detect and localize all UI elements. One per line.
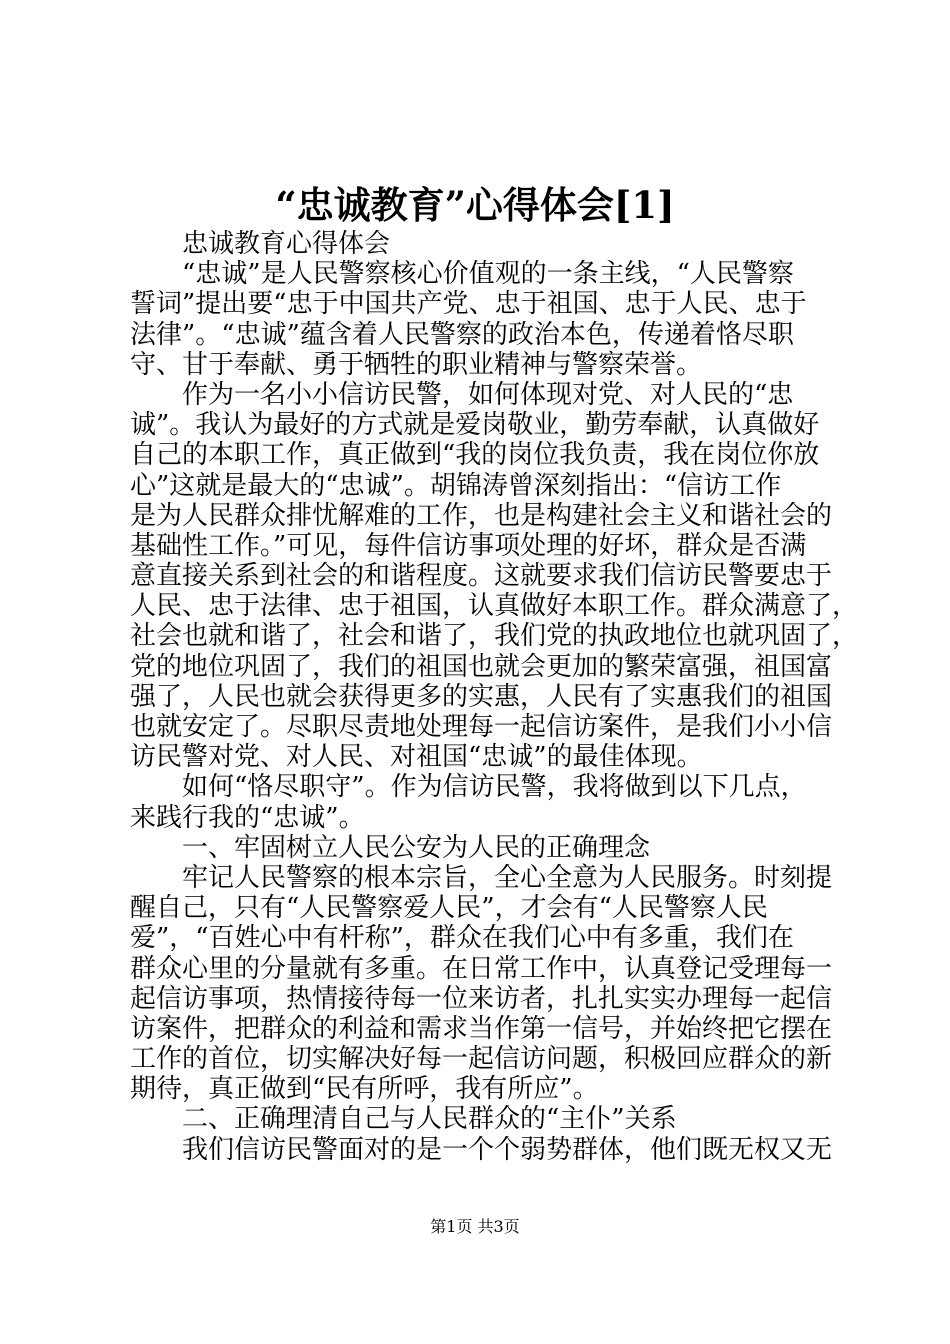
body-line: 是为人民群众排忧解难的工作，也是构建社会主义和谐社会的 xyxy=(130,500,833,531)
body-line: 忠诚教育心得体会 xyxy=(130,229,391,259)
body-line: 人民、忠于法律、忠于祖国，认真做好本职工作。群众满意了， xyxy=(130,591,859,622)
body-line: “忠诚”是人民警察核心价值观的一条主线，“人民警察 xyxy=(130,259,794,290)
body-line: 自己的本职工作，真正做到“我的岗位我负责，我在岗位你放 xyxy=(130,440,820,471)
body-line: 二、正确理清自己与人民群众的“主仆”关系 xyxy=(130,1104,677,1135)
body-line: 基础性工作。”可见，每件信访事项处理的好坏，群众是否满 xyxy=(130,530,807,561)
body-line: 守、甘于奉献、勇于牺牲的职业精神与警察荣誉。 xyxy=(130,349,703,380)
document-title: “忠诚教育”心得体会[1] xyxy=(275,183,675,227)
body-line: 党的地位巩固了，我们的祖国也就会更加的繁荣富强，祖国富 xyxy=(130,651,833,682)
body-line: 群众心里的分量就有多重。在日常工作中，认真登记受理每一 xyxy=(130,953,833,984)
body-line: 作为一名小小信访民警，如何体现对党、对人民的“忠 xyxy=(130,379,794,410)
body-line: 牢记人民警察的根本宗旨，全心全意为人民服务。时刻提 xyxy=(130,862,833,893)
body-line: 来践行我的“忠诚”。 xyxy=(130,802,365,833)
body-line: 一、牢固树立人民公安为人民的正确理念 xyxy=(130,832,651,863)
body-line: 起信访事项，热情接待每一位来访者，扎扎实实办理每一起信 xyxy=(130,983,833,1014)
body-line: 意直接关系到社会的和谐程度。这就要求我们信访民警要忠于 xyxy=(130,561,833,592)
body-line: 心”这就是最大的“忠诚”。胡锦涛曾深刻指出：“信访工作 xyxy=(130,470,782,501)
body-line: 期待，真正做到“民有所呼，我有所应”。 xyxy=(130,1074,599,1105)
body-line: 工作的首位，切实解决好每一起信访问题，积极回应群众的新 xyxy=(130,1044,833,1075)
body-line: 强了，人民也就会获得更多的实惠，人民有了实惠我们的祖国 xyxy=(130,681,833,712)
body-line: 法律”。“忠诚”蕴含着人民警察的政治本色，传递着恪尽职 xyxy=(130,319,794,350)
body-line: 醒自己，只有“人民警察爱人民”，才会有“人民警察人民 xyxy=(130,893,768,924)
body-line: 访案件，把群众的利益和需求当作第一信号，并始终把它摆在 xyxy=(130,1013,833,1044)
body-line: 也就安定了。尽职尽责地处理每一起信访案件，是我们小小信 xyxy=(130,712,833,742)
body-line: 社会也就和谐了，社会和谐了，我们党的执政地位也就巩固了， xyxy=(130,621,859,652)
body-line: 誓词”提出要“忠于中国共产党、忠于祖国、忠于人民、忠于 xyxy=(130,289,807,320)
body-line: 我们信访民警面对的是一个个弱势群体，他们既无权又无 xyxy=(130,1134,833,1165)
page-footer: 第1页 共3页 xyxy=(430,1217,520,1236)
body-line: 诚”。我认为最好的方式就是爱岗敬业，勤劳奉献，认真做好 xyxy=(130,410,820,441)
body-line: 访民警对党、对人民、对祖国“忠诚”的最佳体现。 xyxy=(130,742,703,773)
body-line: 如何“恪尽职守”。作为信访民警，我将做到以下几点， xyxy=(130,772,807,803)
document-body xyxy=(130,229,859,1165)
body-line: 爱”，“百姓心中有杆称”，群众在我们心中有多重，我们在 xyxy=(130,923,794,954)
